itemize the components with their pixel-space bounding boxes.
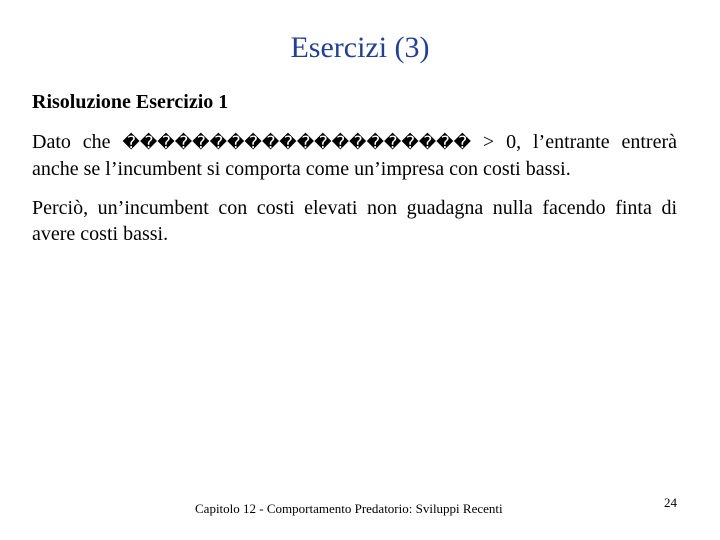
formula-placeholder: �������������������� xyxy=(122,133,472,153)
paragraph-1 xyxy=(32,129,677,182)
paragraph-1-end: > 0, l’entrante entrerà anche se l’incumbent si comporta come un’impresa con costi bassi. xyxy=(32,131,677,180)
paragraph-1-start: Dato che xyxy=(32,131,123,153)
slide-title: Esercizi (3) xyxy=(290,31,430,64)
page-number: 24 xyxy=(664,495,677,510)
section-heading: Risoluzione Esercizio 1 xyxy=(32,91,229,113)
footer-text: Capitolo 12 - Comportamento Predatorio: Sviluppi Recenti xyxy=(195,501,503,516)
paragraph-2: Perciò, un’incumbent con costi elevati non guadagna nulla facendo finta di avere costi bassi. xyxy=(32,197,677,245)
